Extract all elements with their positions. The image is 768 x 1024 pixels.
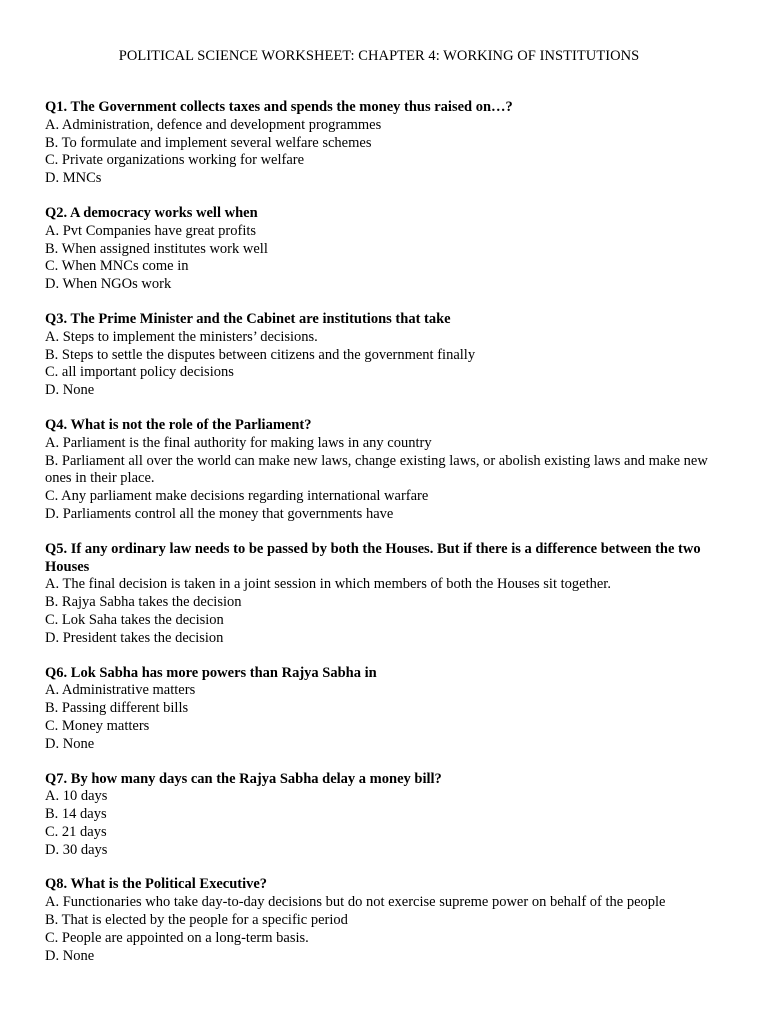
question-text: Q1. The Government collects taxes and spends the money thus raised on…? — [45, 99, 513, 115]
answer-option: C. Money matters — [45, 717, 150, 734]
question-block — [45, 99, 713, 188]
answer-option: A. 10 days — [45, 788, 108, 805]
answer-option: B. Steps to settle the disputes between citizens and the government finally — [45, 346, 476, 363]
worksheet-page — [45, 46, 713, 982]
answer-option: A. Functionaries who take day-to-day decisions but do not exercise supreme power on behalf of the people — [45, 894, 666, 911]
answer-option: D. None — [45, 735, 95, 752]
answer-option: D. Parliaments control all the money that governments have — [45, 505, 394, 522]
answer-option: C. all important policy decisions — [45, 364, 234, 381]
answer-option: A. The final decision is taken in a joint session in which members of both the Houses sit together. — [45, 576, 611, 593]
question-text: Q8. What is the Political Executive? — [45, 876, 268, 893]
question-text: Q3. The Prime Minister and the Cabinet are institutions that take — [45, 310, 451, 327]
answer-option: C. People are appointed on a long-term basis. — [45, 929, 309, 946]
question-block — [45, 876, 713, 965]
question-text: Q2. A democracy works well when — [45, 204, 258, 221]
answer-option: B. 14 days — [45, 806, 107, 823]
answer-options — [45, 894, 713, 965]
question-text: Q7. By how many days can the Rajya Sabha delay a money bill? — [45, 770, 442, 787]
answer-option: B. Rajya Sabha takes the decision — [45, 594, 242, 611]
question-block — [45, 417, 713, 524]
question-text: Q6. Lok Sabha has more powers than Rajya Sabha in — [45, 664, 377, 681]
answer-option: D. None — [45, 382, 95, 399]
question-text: Q5. If any ordinary law needs to be passed by both the Houses. But if there is a difference between the two Houses — [45, 540, 701, 575]
answer-option: B. To formulate and implement several welfare schemes — [45, 134, 372, 151]
answer-option: C. Private organizations working for welfare — [45, 152, 305, 169]
answer-option: D. MNCs — [45, 170, 102, 187]
answer-option: D. President takes the decision — [45, 629, 224, 646]
answer-option: A. Parliament is the final authority for making laws in any country — [45, 434, 432, 451]
answer-options — [45, 682, 713, 753]
answer-option: C. When MNCs come in — [45, 258, 189, 275]
answer-options — [45, 223, 713, 294]
answer-option: C. 21 days — [45, 823, 107, 840]
answer-option: B. Parliament all over the world can make new laws, change existing laws, or abolish existing laws and make new ones in their place. — [45, 452, 708, 487]
worksheet-title: POLITICAL SCIENCE WORKSHEET: CHAPTER 4: WORKING OF INSTITUTIONS — [118, 48, 640, 64]
question-block — [45, 311, 713, 400]
question-list — [45, 99, 713, 965]
answer-options — [45, 788, 713, 859]
answer-option: D. None — [45, 947, 95, 964]
answer-option: D. 30 days — [45, 841, 108, 858]
answer-option: C. Lok Saha takes the decision — [45, 611, 224, 628]
answer-options — [45, 576, 713, 647]
question-text: Q4. What is not the role of the Parliament? — [45, 416, 312, 433]
answer-option: B. When assigned institutes work well — [45, 240, 268, 257]
question-block — [45, 665, 713, 754]
answer-option: A. Administration, defence and development programmes — [45, 116, 382, 133]
answer-option: A. Administrative matters — [45, 682, 196, 699]
answer-options — [45, 117, 713, 188]
answer-option: A. Steps to implement the ministers’ decisions. — [45, 328, 318, 345]
answer-option: A. Pvt Companies have great profits — [45, 222, 257, 239]
answer-option: B. Passing different bills — [45, 700, 189, 717]
answer-option: D. When NGOs work — [45, 276, 172, 293]
answer-options — [45, 329, 713, 400]
question-block — [45, 541, 713, 648]
answer-option: B. That is elected by the people for a specific period — [45, 912, 348, 929]
answer-option: C. Any parliament make decisions regarding international warfare — [45, 488, 429, 505]
answer-options — [45, 435, 713, 524]
question-block — [45, 771, 713, 860]
question-block — [45, 205, 713, 294]
